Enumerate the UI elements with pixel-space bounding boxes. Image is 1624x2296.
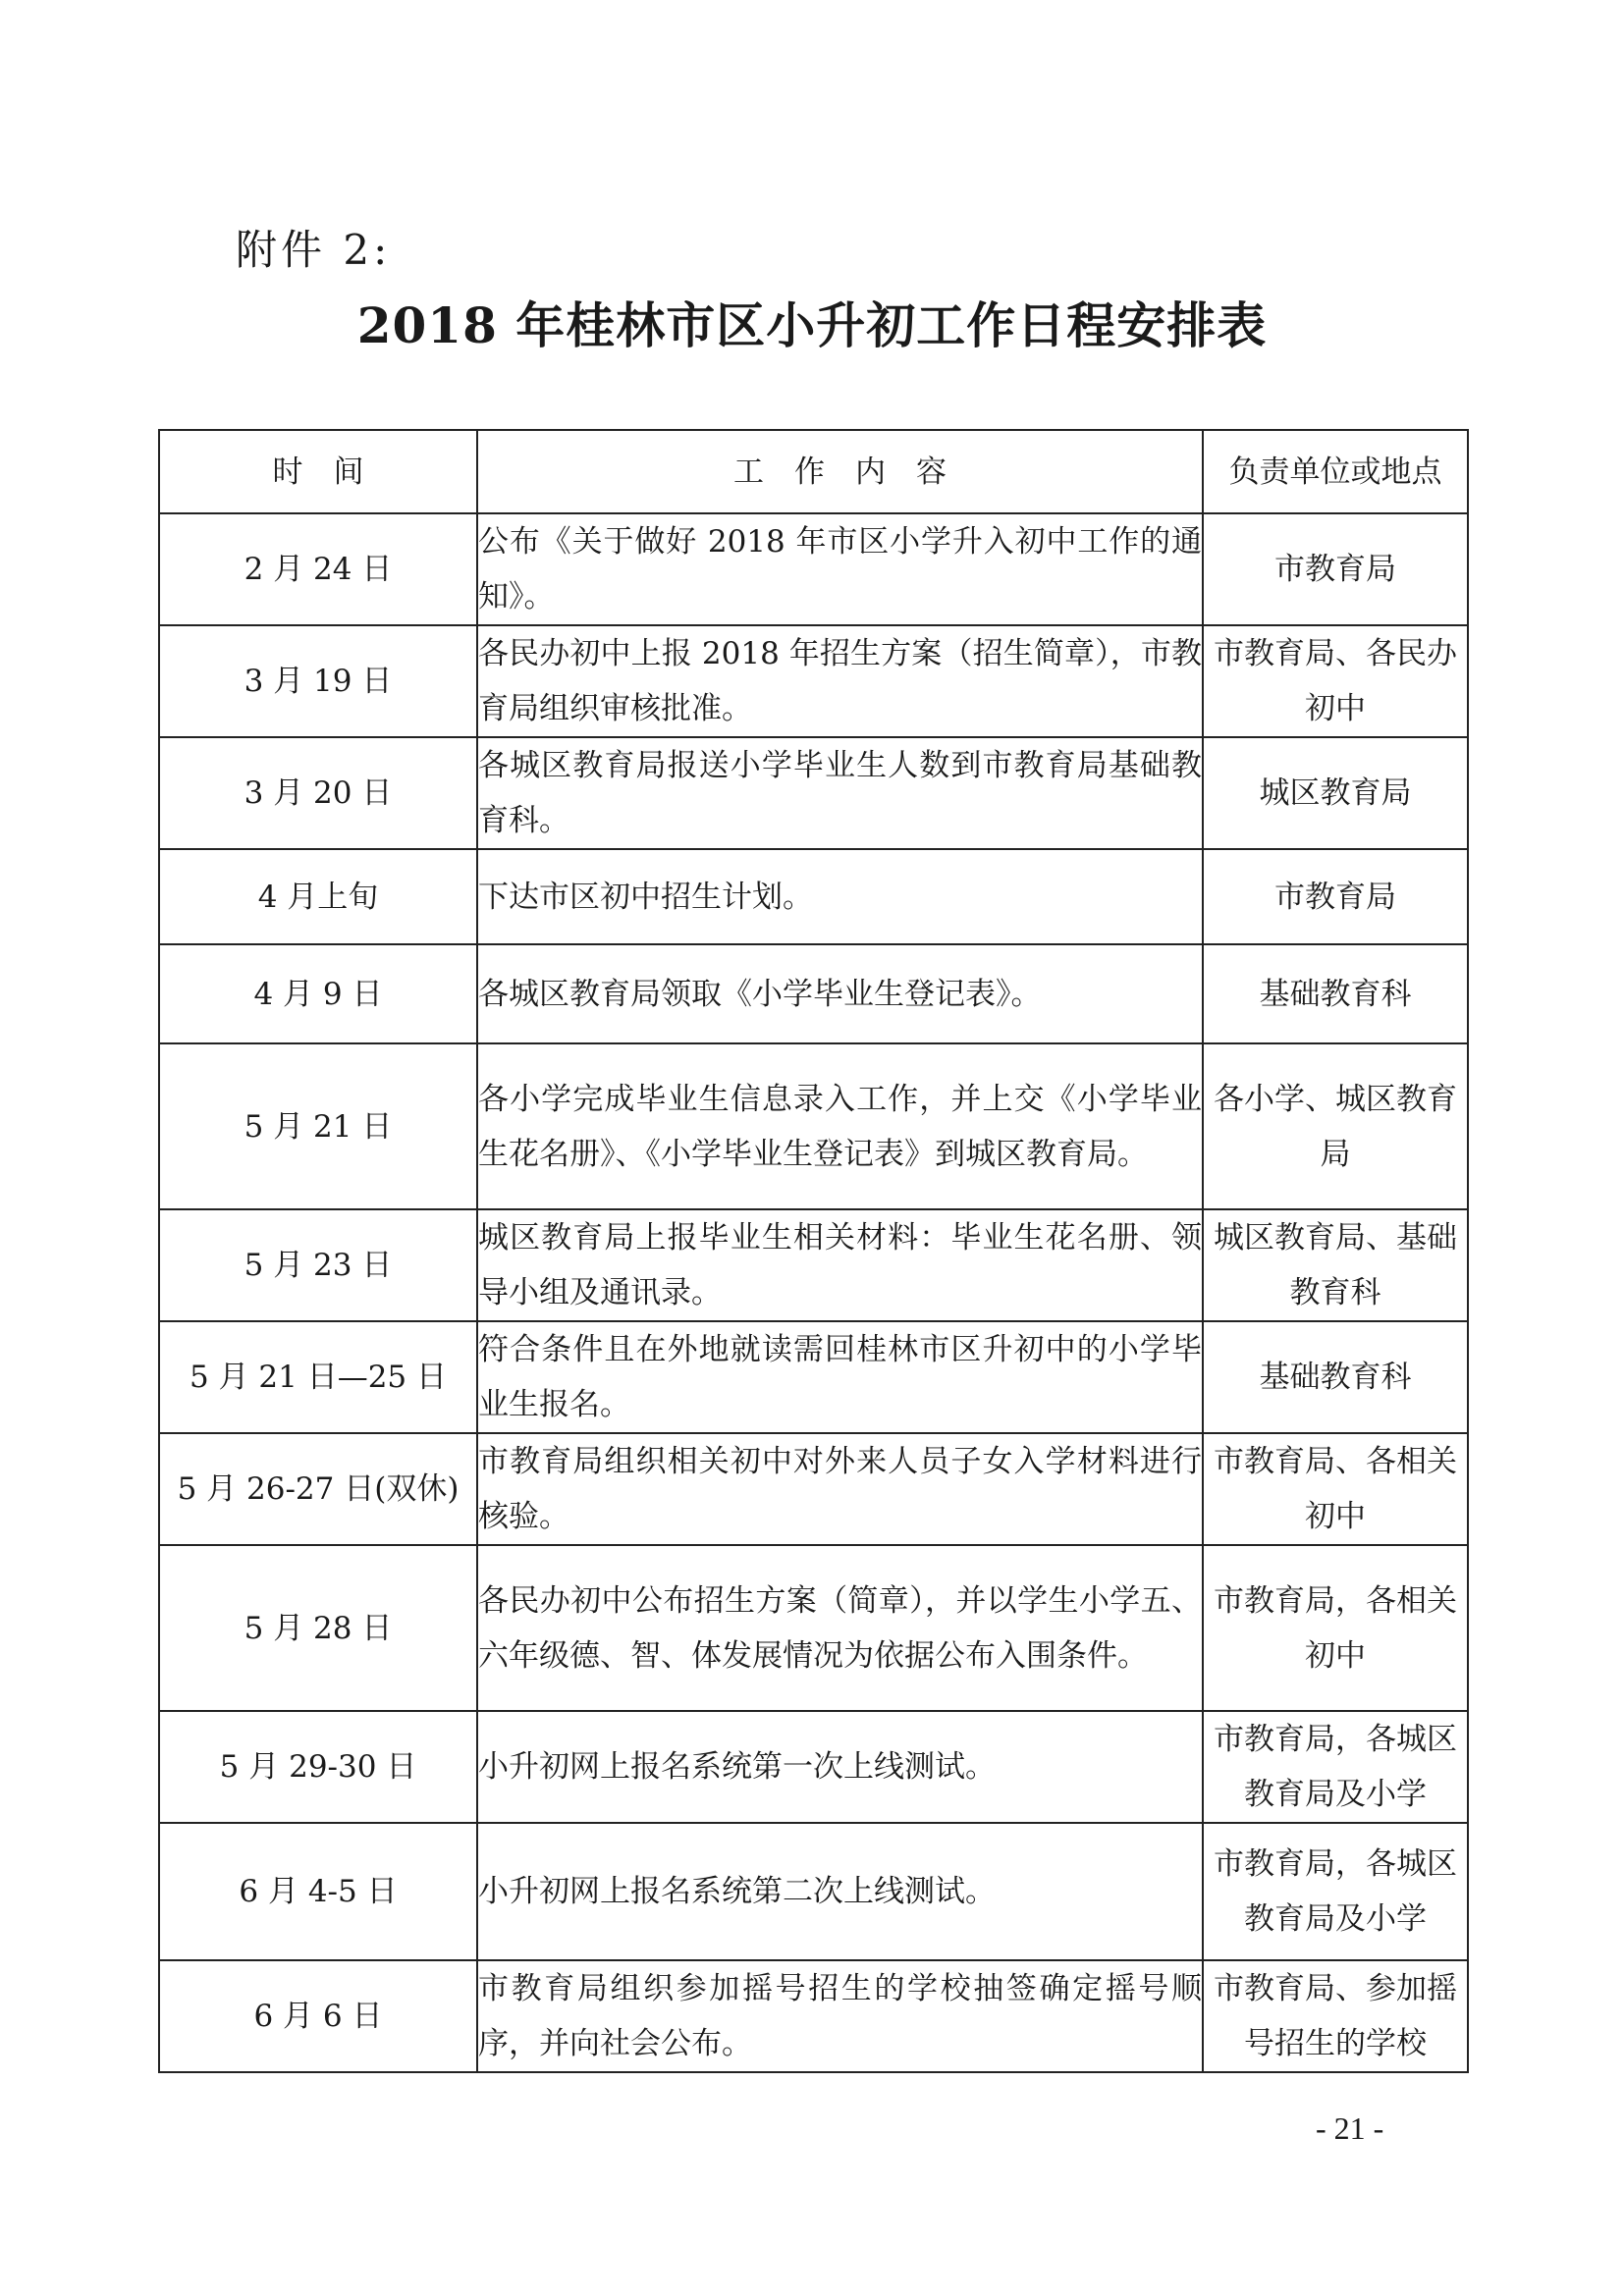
row-date: 5 月 26-27 日(双休) [159, 1433, 477, 1545]
table-row [159, 1433, 1468, 1545]
table-row [159, 1823, 1468, 1960]
table-row [159, 737, 1468, 849]
row-task: 各民办初中上报 2018 年招生方案（招生简章），市教育局组织审核批准。 [477, 625, 1203, 737]
header-content: 工 作 内 容 [477, 430, 1203, 513]
row-date: 3 月 20 日 [159, 737, 477, 849]
table-row [159, 513, 1468, 625]
row-unit: 市教育局，各城区教育局及小学 [1203, 1823, 1468, 1960]
table-row [159, 944, 1468, 1043]
table-row [159, 1960, 1468, 2072]
row-task: 各小学完成毕业生信息录入工作，并上交《小学毕业生花名册》、《小学毕业生登记表》到城区教育局。 [477, 1043, 1203, 1209]
row-unit: 市教育局、各相关初中 [1203, 1433, 1468, 1545]
row-date: 3 月 19 日 [159, 625, 477, 737]
page-title: 2018 年桂林市区小升初工作日程安排表 [356, 296, 1268, 354]
table-header-row [159, 430, 1468, 513]
row-date: 5 月 29-30 日 [159, 1711, 477, 1823]
row-task: 各民办初中公布招生方案（简章），并以学生小学五、六年级德、智、体发展情况为依据公布入围条件。 [477, 1545, 1203, 1711]
row-unit: 市教育局、各民办初中 [1203, 625, 1468, 737]
table-row [159, 1321, 1468, 1433]
row-task: 小升初网上报名系统第一次上线测试。 [477, 1711, 1203, 1823]
row-task: 小升初网上报名系统第二次上线测试。 [477, 1823, 1203, 1960]
row-unit: 市教育局 [1203, 849, 1468, 944]
row-task: 下达市区初中招生计划。 [477, 849, 1203, 944]
row-date: 2 月 24 日 [159, 513, 477, 625]
header-unit: 负责单位或地点 [1203, 430, 1468, 513]
row-unit: 基础教育科 [1203, 944, 1468, 1043]
table-row [159, 1545, 1468, 1711]
row-unit: 城区教育局、基础教育科 [1203, 1209, 1468, 1321]
table-row [159, 1209, 1468, 1321]
row-date: 5 月 21 日—25 日 [159, 1321, 477, 1433]
row-task: 城区教育局上报毕业生相关材料：毕业生花名册、领导小组及通讯录。 [477, 1209, 1203, 1321]
row-date: 6 月 6 日 [159, 1960, 477, 2072]
header-time: 时 间 [159, 430, 477, 513]
row-unit: 市教育局、参加摇号招生的学校 [1203, 1960, 1468, 2072]
table-row [159, 625, 1468, 737]
row-date: 6 月 4-5 日 [159, 1823, 477, 1960]
row-date: 5 月 21 日 [159, 1043, 477, 1209]
page-number: - 21 - [1316, 2110, 1384, 2146]
row-unit: 市教育局，各城区教育局及小学 [1203, 1711, 1468, 1823]
row-unit: 各小学、城区教育局 [1203, 1043, 1468, 1209]
row-task: 市教育局组织参加摇号招生的学校抽签确定摇号顺序，并向社会公布。 [477, 1960, 1203, 2072]
row-date: 4 月上旬 [159, 849, 477, 944]
row-date: 4 月 9 日 [159, 944, 477, 1043]
row-task: 公布《关于做好 2018 年市区小学升入初中工作的通知》。 [477, 513, 1203, 625]
table-row [159, 1711, 1468, 1823]
row-date: 5 月 23 日 [159, 1209, 477, 1321]
row-task: 市教育局组织相关初中对外来人员子女入学材料进行核验。 [477, 1433, 1203, 1545]
row-unit: 市教育局 [1203, 513, 1468, 625]
row-task: 各城区教育局报送小学毕业生人数到市教育局基础教育科。 [477, 737, 1203, 849]
table-row [159, 849, 1468, 944]
attachment-label: 附件 2: [236, 226, 392, 274]
row-unit: 市教育局，各相关初中 [1203, 1545, 1468, 1711]
row-date: 5 月 28 日 [159, 1545, 477, 1711]
schedule-table [158, 429, 1469, 2073]
table-row [159, 1043, 1468, 1209]
row-task: 符合条件且在外地就读需回桂林市区升初中的小学毕业生报名。 [477, 1321, 1203, 1433]
row-unit: 基础教育科 [1203, 1321, 1468, 1433]
row-unit: 城区教育局 [1203, 737, 1468, 849]
row-task: 各城区教育局领取《小学毕业生登记表》。 [477, 944, 1203, 1043]
